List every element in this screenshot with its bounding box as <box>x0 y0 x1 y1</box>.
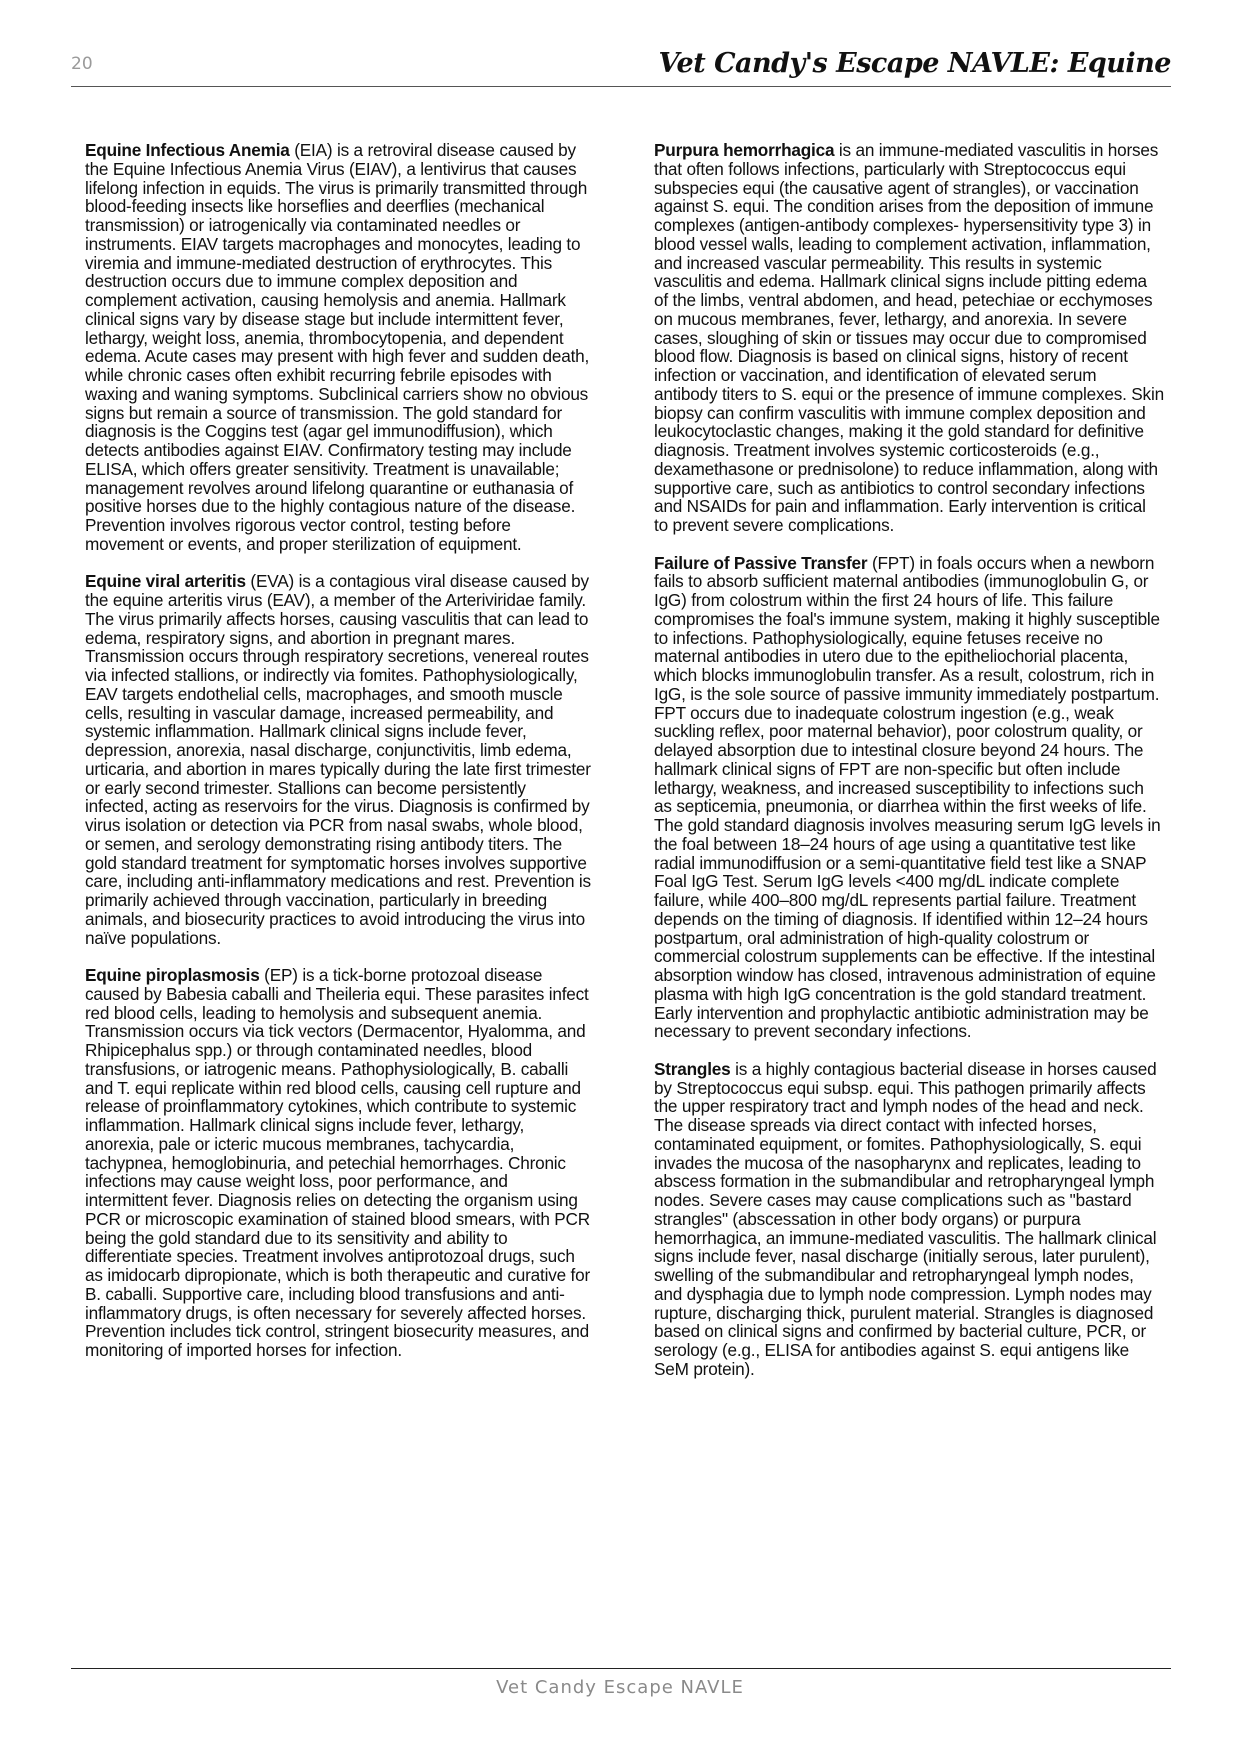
term-purpura: Purpura hemorrhagica <box>654 140 835 160</box>
body-purpura: is an immune-mediated vasculitis in horses that often follows infections, particularly with Streptococcus equi subspecies equi (the causative agent of strangles), or vaccination against S. equi. The condition arises from the deposition of immune complexes (antigen-antibody complexes- hypersensitivity type 3) in blood vessel walls, leading to complement activation, inflammation, and increased vascular permeability. This results in systemic vasculitis and edema. Hallmark clinical signs include pitting edema of the limbs, ventral abdomen, and head, petechiae or ecchymoses on mucous membranes, fever, lethargy, and anorexia. In severe cases, sloughing of skin or tissues may occur due to compromised blood flow. Diagnosis is based on clinical signs, history of recent infection or vaccination, and identification of elevated serum antibody titers to S. equi or the presence of immune complexes. Skin biopsy can confirm vasculitis with immune complex deposition and leukocytoclastic changes, making it the gold standard for definitive diagnosis. Treatment involves systemic corticosteroids (e.g., dexamethasone or prednisolone) to reduce inflammation, along with supportive care, such as antibiotics to control secondary infections and NSAIDs for pain and inflammation. Early intervention is critical to prevent severe complications. <box>654 140 1164 535</box>
paragraph-strangles <box>654 1060 1164 1379</box>
term-strangles: Strangles <box>654 1058 731 1079</box>
header-divider <box>71 86 1171 87</box>
paragraph-eva <box>85 572 593 947</box>
page-number: 20 <box>71 54 93 74</box>
right-column <box>654 141 1164 1397</box>
term-eva: Equine viral arteritis <box>85 571 246 592</box>
book-title: Vet Candy's Escape NAVLE: Equine <box>658 48 1171 79</box>
body-ep: (EP) is a tick-borne protozoal disease caused by Babesia caballi and Theileria equi. These parasites infect red blood cells, leading to hemolysis and subsequent anemia. Transmission occurs via tick vectors (Dermacentor, Hyalomma, and Rhipicephalus spp.) or through contaminated needles, blood transfusions, or iatrogenic means. Pathophysiologically, B. caballi and T. equi replicate within red blood cells, causing cell rupture and release of proinflammatory cytokines, which contribute to systemic inflammation. Hallmark clinical signs include fever, lethargy, anorexia, pale or icteric mucous membranes, tachycardia, tachypnea, hemoglobinuria, and petechial hemorrhages. Chronic infections may cause weight loss, poor performance, and intermittent fever. Diagnosis relies on detecting the organism using PCR or microscopic examination of stained blood smears, with PCR being the gold standard due to its sensitivity and ability to differentiate species. Treatment involves antiprotozoal drugs, such as imidocarb dipropionate, which is both therapeutic and curative for B. caballi. Supportive care, including blood transfusions and anti-inflammatory drugs, is often necessary for severely affected horses. Prevention includes tick control, stringent biosecurity measures, and monitoring of imported horses for infection. <box>85 965 590 1360</box>
term-eia: Equine Infectious Anemia <box>85 140 290 160</box>
paragraph-eia <box>85 141 593 554</box>
footer-text: Vet Candy Escape NAVLE <box>496 1677 744 1698</box>
body-eia: (EIA) is a retroviral disease caused by the Equine Infectious Anemia Virus (EIAV), a lentivirus that causes lifelong infection in equids. The virus is primarily transmitted through blood-feeding insects like horseflies and deerflies (mechanical transmission) or iatrogenically via contaminated needles or instruments. EIAV targets macrophages and monocytes, leading to viremia and immune-mediated destruction of erythrocytes. This destruction occurs due to immune complex deposition and complement activation, causing hemolysis and anemia. Hallmark clinical signs vary by disease stage but include intermittent fever, lethargy, weight loss, anemia, thrombocytopenia, and dependent edema. Acute cases may present with high fever and sudden death, while chronic cases often exhibit recurring febrile episodes with waxing and waning symptoms. Subclinical carriers show no obvious signs but remain a source of transmission. The gold standard for diagnosis is the Coggins test (agar gel immunodiffusion), which detects antibodies against EIAV. Confirmatory testing may include ELISA, which offers greater sensitivity. Treatment is unavailable; management revolves around lifelong quarantine or euthanasia of positive horses due to the highly contagious nature of the disease. Prevention involves rigorous vector control, testing before movement or events, and proper sterilization of equipment. <box>85 140 590 554</box>
left-column <box>85 141 593 1379</box>
term-ep: Equine piroplasmosis <box>85 965 260 985</box>
body-strangles: is a highly contagious bacterial disease in horses caused by Streptococcus equi subsp. equi. This pathogen primarily affects the upper respiratory tract and lymph nodes of the head and neck. The disease spreads via direct contact with infected horses, contaminated equipment, or fomites. Pathophysiologically, S. equi invades the mucosa of the nasopharynx and replicates, leading to abscess formation in the submandibular and retropharyngeal lymph nodes. Severe cases may cause complications such as "bastard strangles" (abscessation in other body organs) or purpura hemorrhagica, an immune-mediated vasculitis. The hallmark clinical signs include fever, nasal discharge (initially serous, later purulent), swelling of the submandibular and retropharyngeal lymph nodes, and dysphagia due to lymph node compression. Lymph nodes may rupture, discharging thick, purulent material. Strangles is diagnosed based on clinical signs and confirmed by bacterial culture, PCR, or serology (e.g., ELISA for antibodies against S. equi antigens like SeM protein). <box>654 1058 1157 1379</box>
paragraph-fpt <box>654 554 1164 1042</box>
body-fpt: (FPT) in foals occurs when a newborn fails to absorb sufficient maternal antibodies (immunoglobulin G, or IgG) from colostrum within the first 24 hours of life. This failure compromises the foal's immune system, making it highly susceptible to infections. Pathophysiologically, equine fetuses receive no maternal antibodies in utero due to the epitheliochorial placenta, which blocks immunoglobulin transfer. As a result, colostrum, rich in IgG, is the sole source of passive immunity immediately postpartum. FPT occurs due to inadequate colostrum ingestion (e.g., weak suckling reflex, poor maternal behavior), poor colostrum quality, or delayed absorption due to intestinal closure beyond 24 hours. The hallmark clinical signs of FPT are non-specific but often include lethargy, weakness, and increased susceptibility to infections such as septicemia, pneumonia, or diarrhea within the first weeks of life. The gold standard diagnosis involves measuring serum IgG levels in the foal between 18–24 hours of age using a quantitative test like radial immunodiffusion or a semi-quantitative field test like a SNAP Foal IgG Test. Serum IgG levels <400 mg/dL indicate complete failure, while 400–800 mg/dL represents partial failure. Treatment depends on the timing of diagnosis. If identified within 12–24 hours postpartum, oral administration of high-quality colostrum or commercial colostrum supplements can be effective. If the intestinal absorption window has closed, intravenous administration of equine plasma with high IgG concentration is the gold standard treatment. Early intervention and prophylactic antibiotic administration may be necessary to prevent secondary infections. <box>654 552 1161 1042</box>
paragraph-ep <box>85 966 593 1360</box>
term-fpt: Failure of Passive Transfer <box>654 552 868 573</box>
body-eva: (EVA) is a contagious viral disease caused by the equine arteritis virus (EAV), a member of the Arteriviridae family. The virus primarily affects horses, causing vasculitis that can lead to edema, respiratory signs, and abortion in pregnant mares. Transmission occurs through respiratory secretions, venereal routes via infected stallions, or indirectly via fomites. Pathophysiologically, EAV targets endothelial cells, macrophages, and smooth muscle cells, resulting in vascular damage, increased permeability, and systemic inflammation. Hallmark clinical signs include fever, depression, anorexia, nasal discharge, conjunctivitis, limb edema, urticaria, and abortion in mares typically during the late first trimester or early second trimester. Stallions can become persistently infected, acting as reservoirs for the virus. Diagnosis is confirmed by virus isolation or detection via PCR from nasal swabs, whole blood, or semen, and serology demonstrating rising antibody titers. The gold standard treatment for symptomatic horses involves supportive care, including anti-inflammatory medications and rest. Prevention is primarily achieved through vaccination, particularly in breeding animals, and biosecurity practices to avoid introducing the virus into naïve populations. <box>85 571 591 948</box>
paragraph-purpura <box>654 141 1164 535</box>
footer-divider <box>71 1668 1171 1669</box>
